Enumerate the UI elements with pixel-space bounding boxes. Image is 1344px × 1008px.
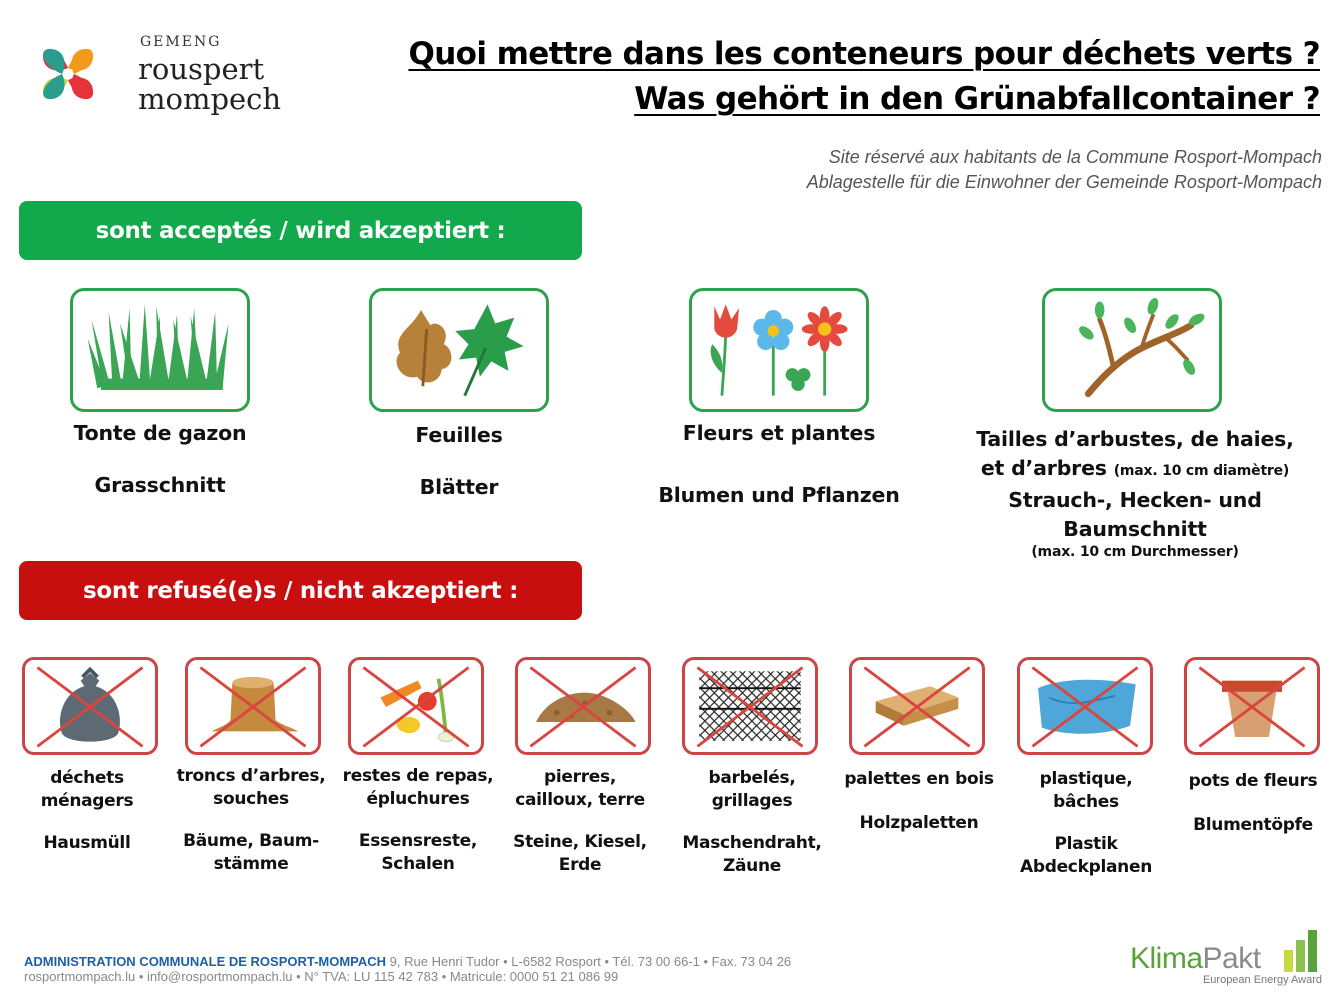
- stump-de1: Bäume, Baum-: [183, 831, 319, 851]
- branch-icon: [1042, 288, 1222, 412]
- soil-de2: Erde: [558, 855, 602, 875]
- klimapakt-wordmark: [1130, 942, 1261, 976]
- fence-de1: Maschendraht,: [682, 833, 822, 853]
- pallet-de1: Holzpaletten: [859, 813, 979, 833]
- pallet-fr1: palettes en bois: [844, 769, 994, 789]
- accepted-label-leaves: [339, 423, 579, 499]
- title-fr: Quoi mettre dans les conteneurs pour déchets verts ?: [408, 36, 1320, 72]
- pot-fr1: pots de fleurs: [1188, 771, 1318, 791]
- refused-label-trash: [2, 767, 172, 855]
- klima-word: Klima: [1130, 942, 1203, 975]
- klimapakt-award: European Energy Award: [1202, 974, 1322, 986]
- tarp-de2: Abdeckplanen: [1019, 857, 1152, 877]
- branch-fr-note: (max. 10 cm diamètre): [1113, 463, 1290, 479]
- food-de2: Schalen: [381, 854, 455, 874]
- branch-de2: Baumschnitt: [1063, 517, 1207, 541]
- subtitle-fr: Site réservé aux habitants de la Commune Rosport-Mompach: [828, 147, 1322, 167]
- leaves-de: Blätter: [419, 475, 499, 499]
- fence-fr1: barbelés,: [708, 768, 796, 788]
- soil-de1: Steine, Kiesel,: [513, 832, 647, 852]
- refused-label-tarp: [1001, 768, 1171, 879]
- grass-icon: [70, 288, 250, 412]
- tarp-de1: Plastik: [1054, 834, 1118, 854]
- page-title: [408, 32, 1320, 122]
- fence-de2: Zäune: [722, 856, 782, 876]
- food-fr2: épluchures: [366, 789, 470, 809]
- branch-fr2: et d’arbres: [980, 456, 1107, 480]
- branch-de1: Strauch-, Hecken- und: [1008, 488, 1262, 512]
- logo-line1: rouspert: [138, 52, 265, 86]
- logo-name: [138, 54, 281, 114]
- flowers-fr: Fleurs et plantes: [682, 421, 876, 445]
- subtitle-de: Ablagestelle für die Einwohner der Gemeinde Rosport-Mompach: [806, 172, 1322, 192]
- fence-wire-icon: [682, 657, 818, 755]
- stump-fr2: souches: [213, 789, 289, 809]
- refused-label-food: [333, 765, 503, 876]
- logo-gemeng: GEMENG: [140, 34, 222, 50]
- accepted-label-branch: [962, 425, 1308, 560]
- grass-de: Grasschnitt: [94, 473, 226, 497]
- accepted-banner: sont acceptés / wird akzeptiert :: [19, 201, 582, 260]
- food-fr1: restes de repas,: [342, 766, 494, 786]
- refused-label-fence: [667, 767, 837, 878]
- footer-address: 9, Rue Henri Tudor • L-6582 Rosport • Tél. 73 00 66-1 • Fax. 73 04 26: [386, 954, 792, 969]
- grass-fr: Tonte de gazon: [73, 421, 247, 445]
- refused-label-pot: [1168, 770, 1338, 837]
- branch-de-note: (max. 10 cm Durchmesser): [1031, 544, 1239, 560]
- stump-fr1: troncs d’arbres,: [176, 766, 326, 786]
- refused-label-pallet: [834, 768, 1004, 835]
- tree-stump-icon: [185, 657, 321, 755]
- title-de: Was gehört in den Grünabfallcontainer ?: [634, 81, 1320, 117]
- tarp-fr2: bâches: [1053, 792, 1119, 812]
- food-de1: Essensreste,: [358, 831, 478, 851]
- logo-line2: mompech: [138, 82, 282, 116]
- trash-fr2: ménagers: [40, 791, 134, 811]
- logo: [18, 24, 318, 124]
- footer-admin: ADMINISTRATION COMMUNALE DE ROSPORT-MOMPACH: [24, 954, 387, 969]
- accepted-label-flowers: [654, 421, 904, 507]
- trash-fr1: déchets: [50, 768, 124, 788]
- branch-fr1: Tailles d’arbustes, de haies,: [976, 427, 1294, 451]
- trash-de1: Hausmüll: [43, 833, 131, 853]
- pot-de1: Blumentöpfe: [1193, 815, 1313, 835]
- footer-line2: rosportmompach.lu • info@rosportmompach.lu • N° TVA: LU 115 42 783 • Matricule: 0000 51 21 086 99: [24, 969, 619, 984]
- rosport-mompach-logo-icon: [18, 24, 118, 124]
- tarp-icon: [1017, 657, 1153, 755]
- tarp-fr1: plastique,: [1039, 769, 1133, 789]
- branch-fr2-line: [962, 454, 1308, 486]
- pallet-icon: [849, 657, 985, 755]
- trash-bag-icon: [22, 657, 158, 755]
- refused-banner: sont refusé(e)s / nicht akzeptiert :: [19, 561, 582, 620]
- flowers-de: Blumen und Pflanzen: [658, 483, 900, 507]
- refused-label-soil: [495, 766, 665, 877]
- leaves-fr: Feuilles: [415, 423, 503, 447]
- soil-icon: [515, 657, 651, 755]
- leaves-icon: [369, 288, 549, 412]
- klimapakt-logo: [1122, 928, 1322, 990]
- soil-fr2: cailloux, terre: [515, 790, 645, 810]
- klimapakt-bars-icon: [1282, 928, 1322, 972]
- footer: [24, 954, 791, 984]
- fence-fr2: grillages: [711, 791, 793, 811]
- food-scraps-icon: [348, 657, 484, 755]
- refused-label-stump: [166, 765, 336, 876]
- flowers-icon: [689, 288, 869, 412]
- accepted-label-grass: [40, 421, 280, 497]
- footer-line1: [24, 954, 791, 969]
- soil-fr1: pierres,: [544, 767, 616, 787]
- stump-de2: stämme: [213, 854, 289, 874]
- subtitle: [807, 145, 1322, 195]
- flower-pot-icon: [1184, 657, 1320, 755]
- pakt-word: Pakt: [1202, 942, 1261, 975]
